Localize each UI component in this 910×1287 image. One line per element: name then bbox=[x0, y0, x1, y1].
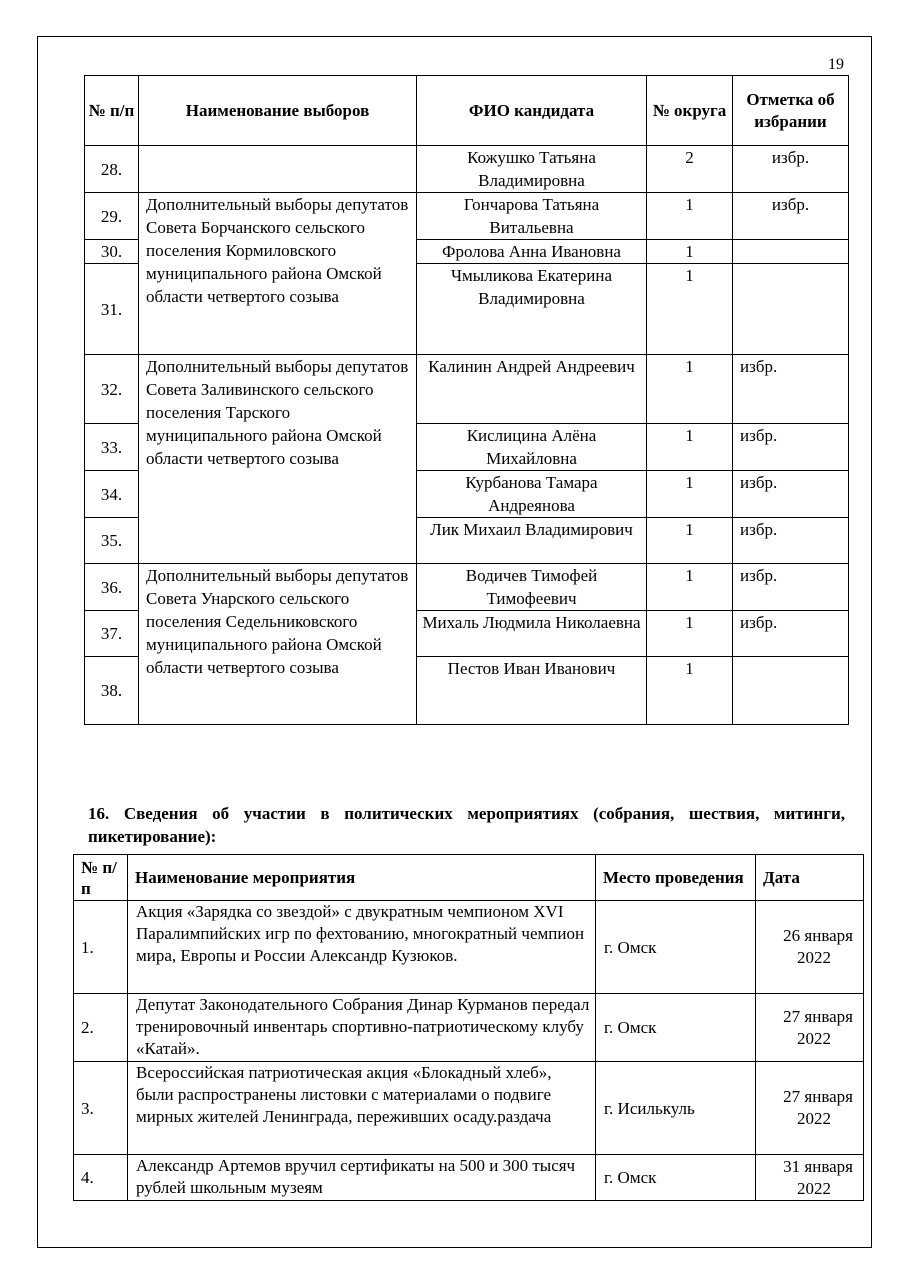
election-mark: избр. bbox=[733, 424, 849, 471]
event-date-year: 2022 bbox=[797, 1109, 831, 1128]
candidate-name: Кислицина Алёна Михайловна bbox=[417, 424, 647, 471]
header-district: № округа bbox=[647, 76, 733, 146]
header-date: Дата bbox=[756, 855, 864, 901]
event-date-year: 2022 bbox=[797, 948, 831, 967]
event-name: Акция «Зарядка со звездой» с двукратным чемпионом XVI Паралимпийских игр по фехтованию, многократный чемпион мира, Европы и России Александр Кузюков. bbox=[128, 901, 596, 994]
row-num: 38. bbox=[85, 657, 139, 725]
event-date-year: 2022 bbox=[797, 1178, 831, 1198]
district-number: 1 bbox=[647, 564, 733, 611]
table-row bbox=[85, 355, 849, 424]
district-number: 1 bbox=[647, 193, 733, 240]
election-mark bbox=[733, 657, 849, 725]
candidate-name: Калинин Андрей Андреевич bbox=[417, 355, 647, 424]
row-num: 36. bbox=[85, 564, 139, 611]
candidate-name: Фролова Анна Ивановна bbox=[417, 240, 647, 264]
election-mark: избр. bbox=[733, 611, 849, 657]
row-num: 32. bbox=[85, 355, 139, 424]
table-row bbox=[74, 1155, 864, 1201]
table-row bbox=[85, 564, 849, 611]
candidate-name: Пестов Иван Иванович bbox=[417, 657, 647, 725]
table-row bbox=[74, 994, 864, 1062]
district-number: 1 bbox=[647, 471, 733, 518]
election-mark: избр. bbox=[733, 146, 849, 193]
event-place: г. Омск bbox=[596, 901, 756, 994]
election-name bbox=[139, 146, 417, 193]
election-mark: избр. bbox=[733, 471, 849, 518]
row-num: 33. bbox=[85, 424, 139, 471]
event-date bbox=[756, 1155, 864, 1201]
row-num: 31. bbox=[85, 264, 139, 355]
table-row bbox=[74, 901, 864, 994]
table-row bbox=[74, 1062, 864, 1155]
candidate-name: Курбанова Тамара Андреянова bbox=[417, 471, 647, 518]
election-name: Дополнительный выборы депутатов Совета Заливинского сельского поселения Тарского муниципального района Омской области четвертого созыва bbox=[139, 355, 417, 564]
event-date-day: 31 января bbox=[783, 1156, 853, 1176]
election-mark: избр. bbox=[733, 564, 849, 611]
district-number: 1 bbox=[647, 424, 733, 471]
row-num: 34. bbox=[85, 471, 139, 518]
candidate-name: Михаль Людмила Николаевна bbox=[417, 611, 647, 657]
page-number: 19 bbox=[828, 56, 844, 73]
event-name: Всероссийская патриотическая акция «Блокадный хлеб», были распространены листовки с материалами о подвиге мирных жителей Ленинграда, переживших осаду.раздача bbox=[128, 1062, 596, 1155]
row-num: 3. bbox=[74, 1062, 128, 1155]
header-num: № п/п bbox=[85, 76, 139, 146]
district-number: 1 bbox=[647, 264, 733, 355]
header-candidate: ФИО кандидата bbox=[417, 76, 647, 146]
election-mark: избр. bbox=[733, 193, 849, 240]
election-mark bbox=[733, 240, 849, 264]
event-date-day: 27 января bbox=[783, 1087, 853, 1106]
row-num: 4. bbox=[74, 1155, 128, 1201]
header-num: № п/п bbox=[74, 855, 128, 901]
event-date bbox=[756, 901, 864, 994]
candidate-name: Чмыликова Екатерина Владимировна bbox=[417, 264, 647, 355]
row-num: 1. bbox=[74, 901, 128, 994]
election-name: Дополнительный выборы депутатов Совета Унарского сельского поселения Седельниковского муниципального района Омской области четвертого созыва bbox=[139, 564, 417, 725]
candidate-name: Кожушко Татьяна Владимировна bbox=[417, 146, 647, 193]
row-num: 35. bbox=[85, 518, 139, 564]
section-16-title: 16. Сведения об участии в политических мероприятиях (собрания, шествия, митинги, пикетирование): bbox=[88, 804, 845, 846]
event-date-year: 2022 bbox=[797, 1028, 831, 1048]
event-name: Депутат Законодательного Собрания Динар Курманов передал тренировочный инвентарь спортивно-патриотическому клубу «Катай». bbox=[128, 994, 596, 1062]
district-number: 1 bbox=[647, 657, 733, 725]
event-place: г. Исилькуль bbox=[596, 1062, 756, 1155]
table-header-row bbox=[74, 855, 864, 901]
district-number: 2 bbox=[647, 146, 733, 193]
table-row bbox=[85, 146, 849, 193]
row-num: 37. bbox=[85, 611, 139, 657]
district-number: 1 bbox=[647, 240, 733, 264]
header-election: Наименование выборов bbox=[139, 76, 417, 146]
election-mark: избр. bbox=[733, 355, 849, 424]
district-number: 1 bbox=[647, 355, 733, 424]
table-header-row bbox=[85, 76, 849, 146]
header-place: Место проведения bbox=[596, 855, 756, 901]
row-num: 29. bbox=[85, 193, 139, 240]
event-place: г. Омск bbox=[596, 994, 756, 1062]
event-date-day: 26 января bbox=[783, 926, 853, 945]
event-name: Александр Артемов вручил сертификаты на 500 и 300 тысяч рублей школьным музеям bbox=[128, 1155, 596, 1201]
political-events-table bbox=[73, 854, 864, 1201]
candidate-name: Лик Михаил Владимирович bbox=[417, 518, 647, 564]
election-mark bbox=[733, 264, 849, 355]
event-date bbox=[756, 994, 864, 1062]
event-date bbox=[756, 1062, 864, 1155]
district-number: 1 bbox=[647, 611, 733, 657]
row-num: 28. bbox=[85, 146, 139, 193]
candidate-name: Водичев Тимофей Тимофеевич bbox=[417, 564, 647, 611]
header-event: Наименование мероприятия bbox=[128, 855, 596, 901]
row-num: 2. bbox=[74, 994, 128, 1062]
event-date-day: 27 января bbox=[783, 1006, 853, 1026]
row-num: 30. bbox=[85, 240, 139, 264]
candidate-name: Гончарова Татьяна Витальевна bbox=[417, 193, 647, 240]
election-name: Дополнительный выборы депутатов Совета Борчанского сельского поселения Кормиловского муниципального района Омской области четвертого созыва bbox=[139, 193, 417, 355]
district-number: 1 bbox=[647, 518, 733, 564]
event-place: г. Омск bbox=[596, 1155, 756, 1201]
table-row bbox=[85, 193, 849, 240]
election-mark: избр. bbox=[733, 518, 849, 564]
elections-table bbox=[84, 75, 849, 725]
header-mark: Отметка об избрании bbox=[733, 76, 849, 146]
